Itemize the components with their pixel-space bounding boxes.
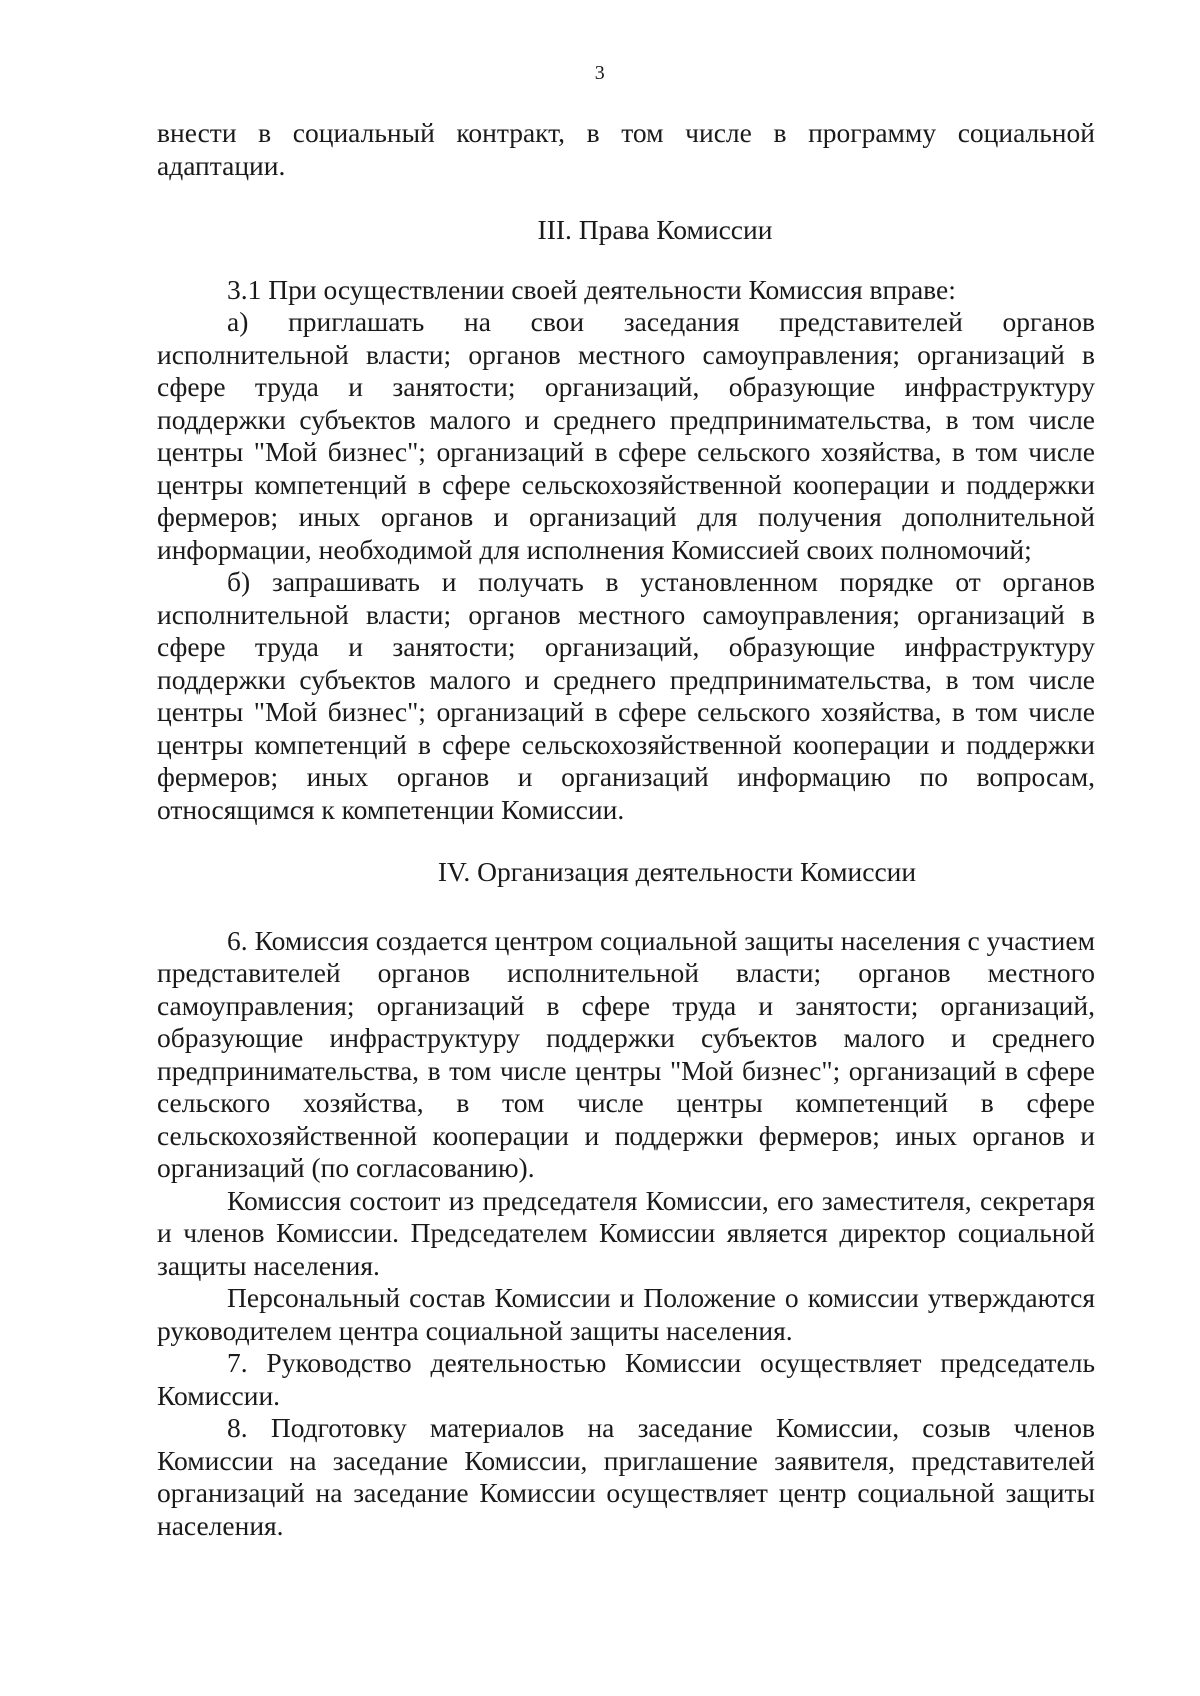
continuation-paragraph: внести в социальный контракт, в том числе в программу социальной адаптации.	[157, 117, 1095, 181]
page-number: 3	[594, 62, 606, 84]
section-heading-organization: IV. Организация деятельности Комиссии	[437, 856, 917, 887]
section-heading-rights: III. Права Комиссии	[537, 214, 773, 245]
paragraph-3-1-b: б) запрашивать и получать в установленном порядке от органов исполнительной власти; органов местного самоуправления; организаций в сфере труда и занятости; организаций, образующие инфраструктуру поддержки субъектов малого и среднего предпринимательства, в том числе центры "Мой бизнес"; организаций в сфере сельского хозяйства, в том числе центры компетенций в сфере сельскохозяйственной кооперации и поддержки фермеров; иных органов и организаций информацию по вопросам, относящимся к компетенции Комиссии.	[157, 566, 1095, 825]
paragraph-3-1-a: а) приглашать на свои заседания представителей органов исполнительной власти; органов местного самоуправления; организаций в сфере труда и занятости; организаций, образующие инфраструктуру поддержки субъектов малого и среднего предпринимательства, в том числе центры "Мой бизнес"; организаций в сфере сельского хозяйства, в том числе центры компетенций в сфере сельскохозяйственной кооперации и поддержки фермеров; иных органов и организаций для получения дополнительной информации, необходимой для исполнения Комиссией своих полномочий;	[157, 306, 1095, 565]
paragraph-composition: Комиссия состоит из председателя Комиссии, его заместителя, секретаря и членов Комиссии. Председателем Комиссии является директор социальной защиты населения.	[157, 1184, 1095, 1281]
paragraph-8: 8. Подготовку материалов на заседание Комиссии, созыв членов Комиссии на заседание Комиссии, приглашение заявителя, представителей организаций на заседание Комиссии осуществляет центр социальной защиты населения.	[157, 1412, 1095, 1541]
paragraph-7: 7. Руководство деятельностью Комиссии осуществляет председатель Комиссии.	[157, 1347, 1095, 1411]
paragraph-personnel: Персональный состав Комиссии и Положение о комиссии утверждаются руководителем центра социальной защиты населения.	[157, 1282, 1095, 1346]
paragraph-3-1: 3.1 При осуществлении своей деятельности Комиссия вправе:	[227, 273, 956, 305]
paragraph-6: 6. Комиссия создается центром социальной защиты населения с участием представителей органов исполнительной власти; органов местного самоуправления; организаций в сфере труда и занятости; организаций, образующие инфраструктуру поддержки субъектов малого и среднего предпринимательства, в том числе центры "Мой бизнес"; организаций в сфере сельского хозяйства, в том числе центры компетенций в сфере сельскохозяйственной кооперации и поддержки фермеров; иных органов и организаций (по согласованию).	[157, 924, 1095, 1183]
document-body	[157, 117, 1095, 1542]
